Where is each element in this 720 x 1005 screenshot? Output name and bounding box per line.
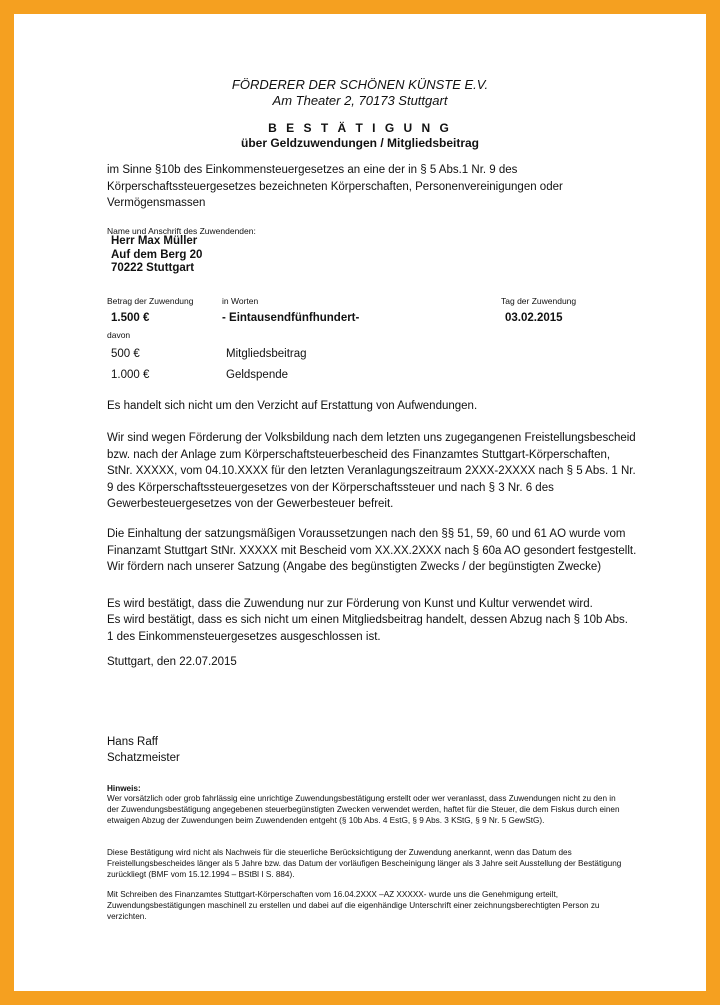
confirmation-usage-text: Es wird bestätigt, dass die Zuwendung nur zur Förderung von Kunst und Kultur verwendet wird. xyxy=(107,598,593,610)
breakdown-type: Mitgliedsbeitrag xyxy=(226,348,307,360)
breakdown-type: Geldspende xyxy=(226,369,289,381)
breakdown-amount: 500 € xyxy=(111,348,140,360)
donor-street: Auf dem Berg 20 xyxy=(111,248,203,261)
document-page xyxy=(14,14,706,991)
compliance-text: Die Einhaltung der satzungsmäßigen Voraussetzungen nach den §§ 51, 59, 60 und 61 AO wurde vom Finanzamt Stuttgart StNr. XXXXX mit Bescheid vom XX.XX.2XXX nach § 60a AO gesondert festgestellt. Wir fördern nach unserer Satzung (Angabe des begünstigten Zwecks / der begünstigten Zwecke) xyxy=(107,528,637,573)
donor-address xyxy=(111,235,202,276)
confirmation-membership-text: Es wird bestätigt, dass es sich nicht um einen Mitgliedsbeitrag handelt, dessen Abzug nach § 10b Abs. 1 des Einkommensteuergesetzes ausgeschlossen ist. xyxy=(107,614,629,643)
signature-name: Hans Raff xyxy=(107,736,158,748)
notes-heading: Hinweis: xyxy=(107,784,141,793)
donor-label: Name und Anschrift des Zuwendenden: xyxy=(107,226,256,236)
note-liability: Wer vorsätzlich oder grob fahrlässig eine unrichtige Zuwendungsbestätigung erstellt oder wer veranlasst, dass Zuwendungen nicht zu den in der Zuwendungsbestätigung angegebenen steuerbegünstigten Zwecken verwendet werden, haftet für die Steuer, die dem Fiskus durch einen etwaigen Abzug der Zuwendungen beim Zuwendenden entgeht (§ 10b Abs. 4 EstG, § 9 Abs. 3 KStG, § 9 Nr. 5 GewStG). xyxy=(107,794,620,825)
note-machine-signature: Mit Schreiben des Finanzamtes Stuttgart-Körperschaften vom 16.04.2XXX –AZ XXXXX- wurde uns die Genehmigung erteilt, Zuwendungsbestätigungen maschinell zu erstellen und dabei auf die eigenhändige Unterschrift einer zeichnungsberechtigten Person zu verzichten. xyxy=(107,890,600,921)
intro-text: im Sinne §10b des Einkommensteuergesetzes an eine der in § 5 Abs.1 Nr. 9 des Körperschaftssteuergesetzes bezeichneten Körperschaften, Personenvereinigungen oder Vermögensmassen xyxy=(107,164,563,209)
davon-label: davon xyxy=(107,330,131,340)
donation-date-value: 03.02.2015 xyxy=(505,312,563,324)
amount-value: 1.500 € xyxy=(111,312,150,324)
amount-words-label: in Worten xyxy=(222,296,259,306)
amount-words-value: - Eintausendfünfhundert- xyxy=(222,312,360,324)
document-subtitle: über Geldzuwendungen / Mitgliedsbeitrag xyxy=(240,136,479,150)
exemption-text: Wir sind wegen Förderung der Volksbildung nach dem letzten uns zugegangenen Freistellungsbescheid bzw. nach der Anlage zum Körperschaftsteuerbescheid des Finanzamtes Stuttgart-Körperschaften, StNr. XXXXX, vom 04.10.XXXX für den letzten Veranlagungszeitraum 2XXX-2XXXX nach § 5 Abs. 1 Nr. 9 des Körperschaftssteuergesetzes von der Körperschaftssteuer und nach § 3 Nr. 6 des Gewerbesteuergesetzes von der Gewerbesteuer befreit. xyxy=(107,432,636,510)
amount-label: Betrag der Zuwendung xyxy=(107,296,194,306)
note-validity: Diese Bestätigung wird nicht als Nachweis für die steuerliche Berücksichtigung der Zuwendung anerkannt, wenn das Datum des Freistellungsbescheides länger als 5 Jahre bzw. das Datum der vorläufigen Bescheinigung länger als 3 Jahre seit Ausstellung der Bestätigung zurückliegt (BMF vom 15.12.1994 – BStBl I S. 884). xyxy=(107,848,622,879)
org-address: Am Theater 2, 70173 Stuttgart xyxy=(272,93,448,108)
breakdown-amount: 1.000 € xyxy=(111,369,150,381)
donor-city: 70222 Stuttgart xyxy=(111,262,195,274)
place-date: Stuttgart, den 22.07.2015 xyxy=(107,656,237,668)
donation-date-label: Tag der Zuwendung xyxy=(501,296,577,306)
org-name: FÖRDERER DER SCHÖNEN KÜNSTE E.V. xyxy=(231,77,489,92)
signature-role: Schatzmeister xyxy=(107,752,180,764)
no-waiver-text: Es handelt sich nicht um den Verzicht auf Erstattung von Aufwendungen. xyxy=(107,400,478,412)
donor-name: Herr Max Müller xyxy=(111,235,198,247)
document-title: B E S T Ä T I G U N G xyxy=(268,121,452,135)
